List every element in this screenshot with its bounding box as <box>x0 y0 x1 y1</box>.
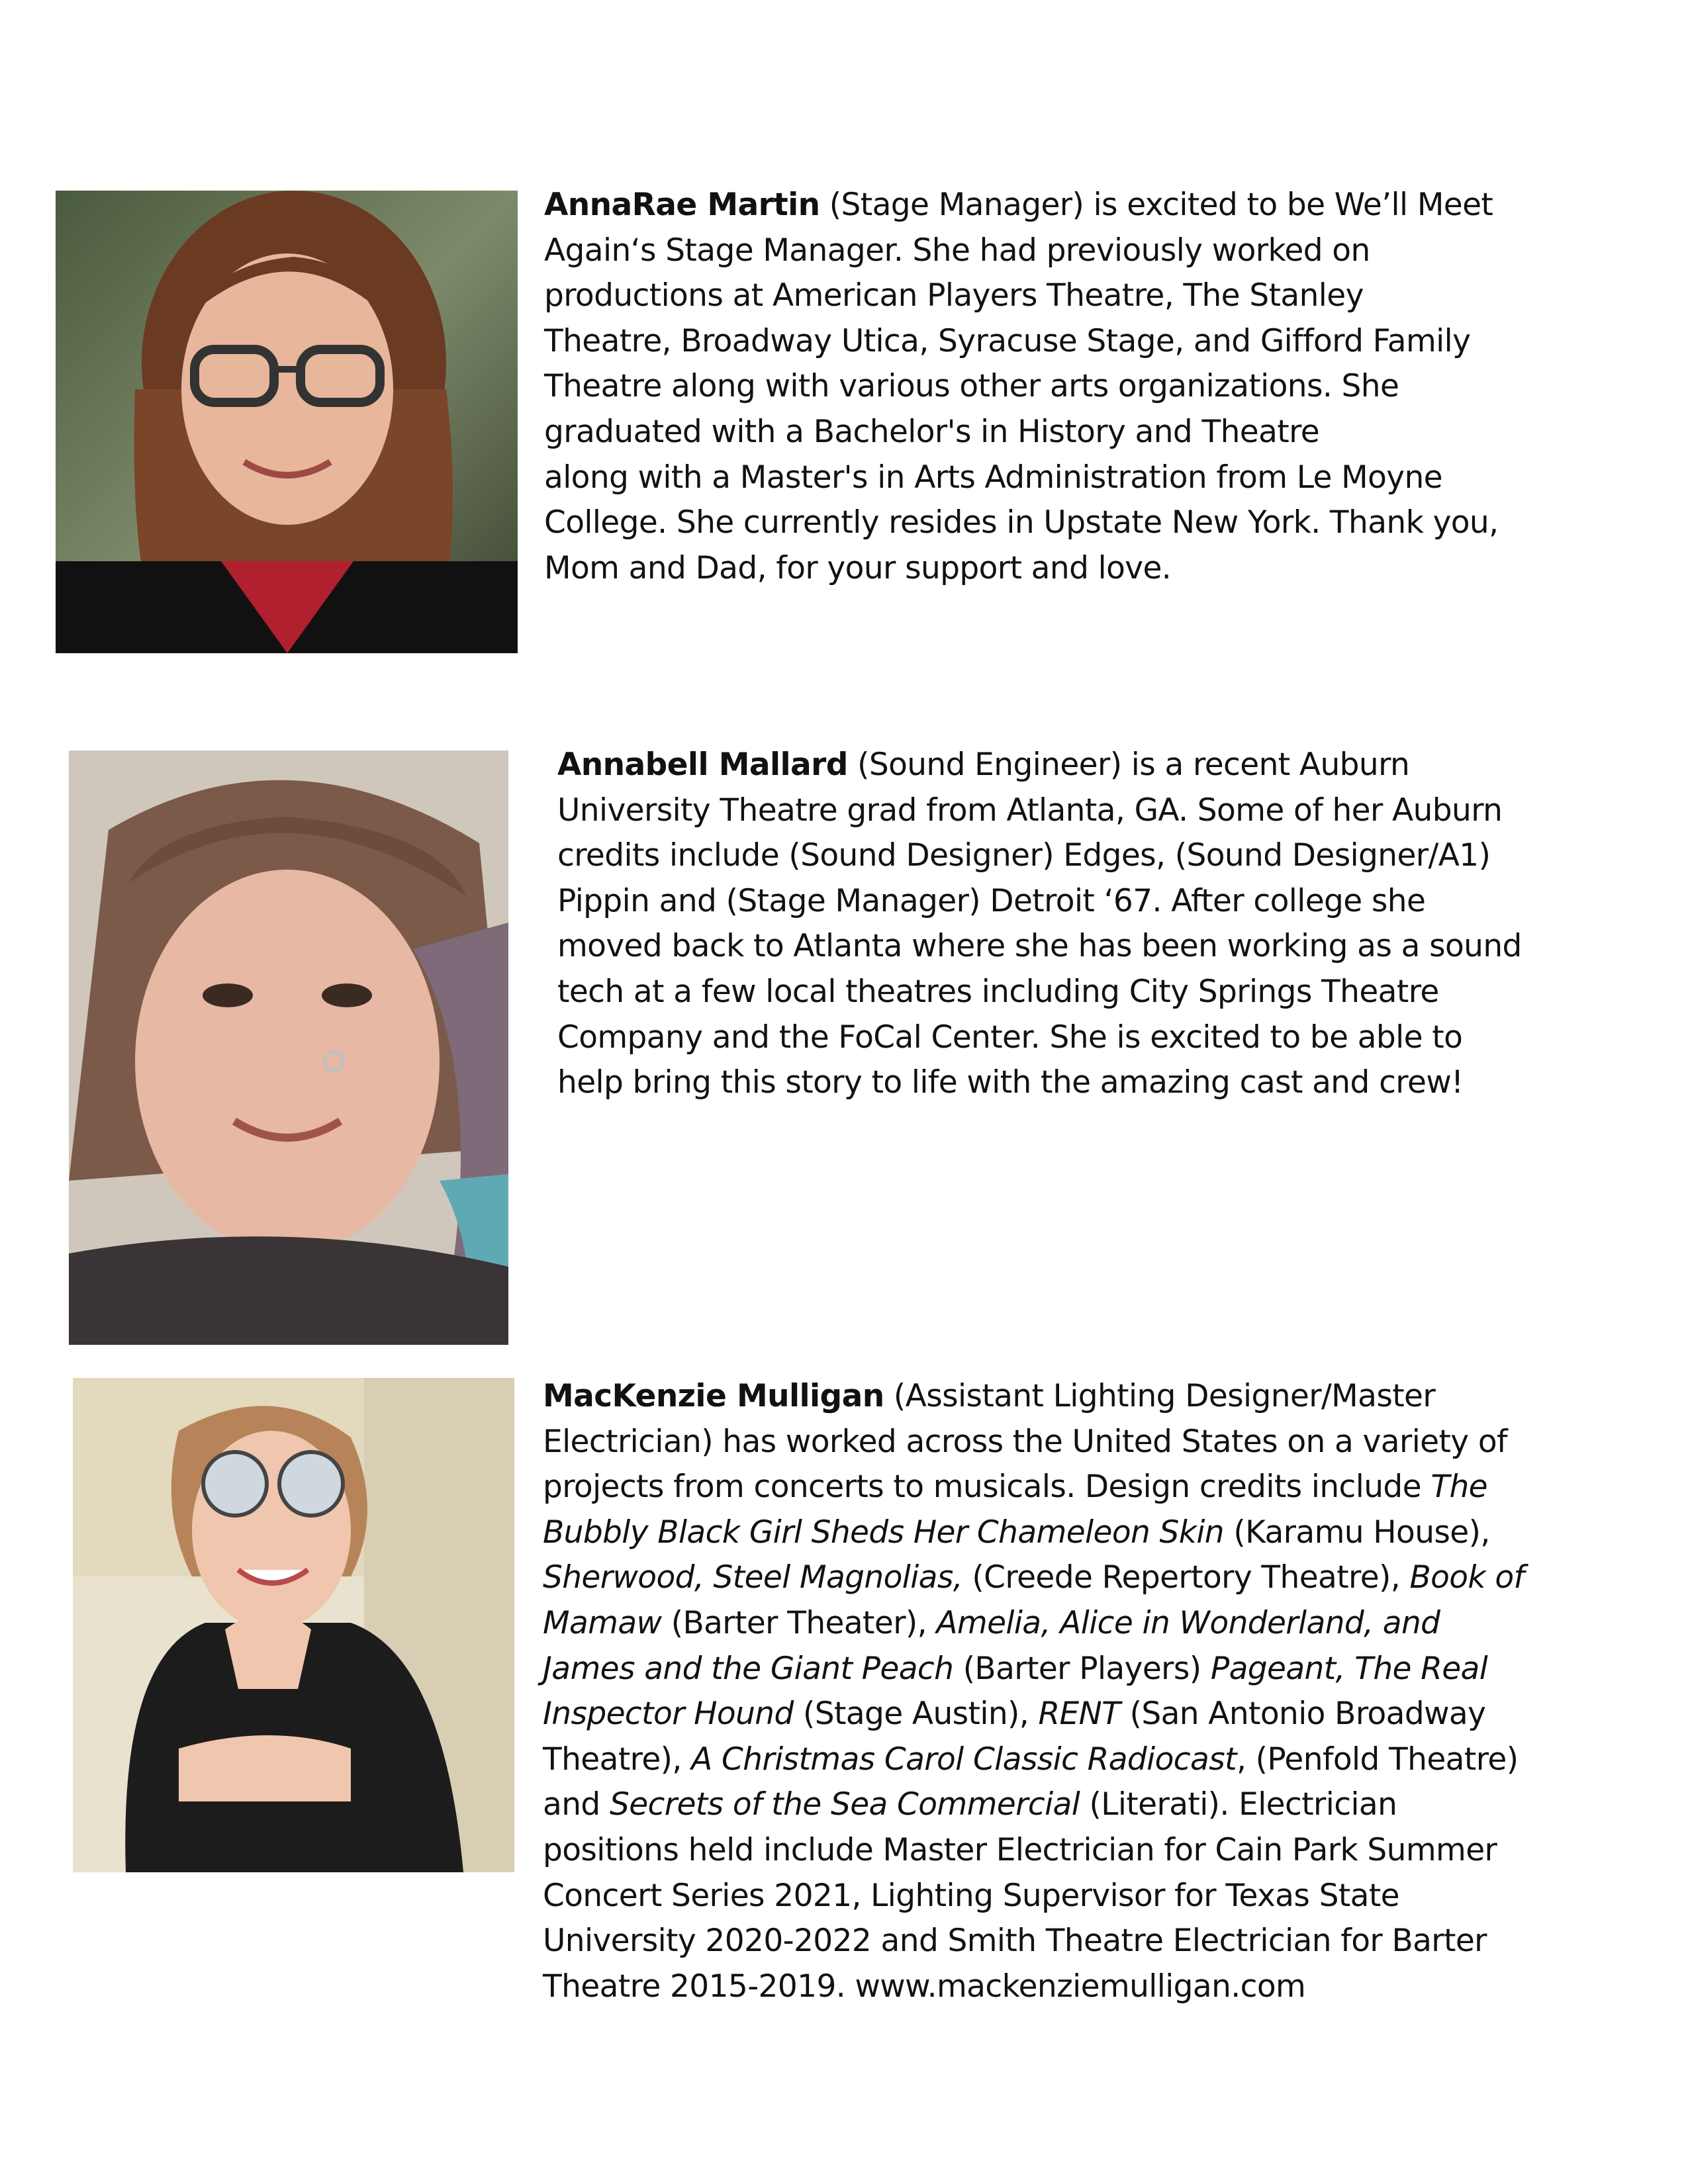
production-title: Inspector Hound <box>543 1696 794 1733</box>
bio-text: and <box>543 1786 610 1823</box>
bio-line <box>557 924 1522 970</box>
bio-name: Annabell Mallard <box>557 747 848 783</box>
production-title: The <box>1430 1469 1487 1506</box>
production-title: Pageant, The Real <box>1210 1650 1488 1687</box>
bio-line <box>543 1964 1524 2010</box>
bio-line <box>543 1601 1524 1647</box>
production-title: Mamaw <box>543 1604 662 1641</box>
bio-text: Theatre), <box>543 1741 692 1778</box>
production-title: James and the Giant Peach <box>543 1650 954 1687</box>
production-title: A Christmas Carol Classic Radiocast <box>691 1741 1237 1778</box>
bio-line <box>543 1919 1524 1964</box>
bio-text: (Barter Players) <box>953 1650 1211 1687</box>
bio-text: tech at a few local theatres including City Springs Theatre <box>557 973 1439 1010</box>
bio-text: help bring this story to life with the amazing cast and crew! <box>557 1064 1464 1101</box>
bio-line <box>544 455 1498 501</box>
bio-line <box>543 1510 1524 1556</box>
bio-text: College. She currently resides in Upstate New York. Thank you, <box>544 504 1499 541</box>
bio-text: (San Antonio Broadway <box>1120 1696 1486 1733</box>
bio-text: positions held include Master Electrician for Cain Park Summer <box>543 1831 1497 1868</box>
headshot-annarae-martin <box>56 191 518 653</box>
bio-text: (Stage Austin), <box>793 1696 1039 1733</box>
bio-text: Company and the FoCal Center. She is excited to be able to <box>557 1019 1463 1056</box>
bio-text: University Theatre grad from Atlanta, GA. Some of her Auburn <box>557 792 1503 829</box>
bio-line <box>543 1828 1524 1874</box>
bio-line <box>543 1874 1524 1919</box>
bio-line <box>557 879 1522 925</box>
bio-line <box>544 319 1498 365</box>
bio-text: (Assistant Lighting Designer/Master <box>884 1378 1436 1414</box>
bio-mackenzie-mulligan <box>543 1374 1524 2009</box>
bio-text: (Karamu House), <box>1224 1514 1490 1551</box>
bio-text: projects from concerts to musicals. Design credits include <box>543 1469 1431 1506</box>
bio-name: AnnaRae Martin <box>544 187 820 223</box>
headshot-annabell-mallard <box>69 751 508 1345</box>
production-title: Secrets of the Sea Commercial <box>609 1786 1080 1823</box>
bio-line <box>543 1737 1524 1783</box>
bio-text: Electrician) has worked across the United States on a variety of <box>543 1423 1507 1460</box>
bio-name: MacKenzie Mulligan <box>543 1378 884 1414</box>
bio-line <box>557 1060 1522 1106</box>
bio-text: graduated with a Bachelor's in History and Theatre <box>544 413 1320 450</box>
bio-text: Mom and Dad, for your support and love. <box>544 549 1172 586</box>
bio-text: Theatre, Broadway Utica, Syracuse Stage, and Gifford Family <box>544 322 1471 359</box>
bio-line <box>544 228 1498 274</box>
bio-line <box>543 1782 1524 1828</box>
bio-text: Pippin and (Stage Manager) Detroit ‘67. After college she <box>557 882 1426 919</box>
bio-text: productions at American Players Theatre, The Stanley <box>544 277 1364 314</box>
bio-text: credits include (Sound Designer) Edges, (Sound Designer/A1) <box>557 837 1491 874</box>
bio-text: (Literati). Electrician <box>1080 1786 1397 1823</box>
production-title: Amelia, Alice in Wonderland, and <box>936 1604 1440 1641</box>
bio-text: Theatre 2015-2019. www.mackenziemulligan.com <box>543 1968 1306 2005</box>
bio-text: (Stage Manager) is excited to be We’ll Meet <box>820 187 1493 223</box>
bio-text: (Creede Repertory Theatre), <box>962 1559 1410 1596</box>
bio-line <box>543 1555 1524 1601</box>
production-title: Book of <box>1409 1559 1524 1596</box>
bio-line <box>557 833 1522 879</box>
bio-text: (Barter Theater), <box>661 1604 937 1641</box>
bio-line <box>544 546 1498 592</box>
production-title: Sherwood, Steel Magnolias, <box>543 1559 963 1596</box>
bio-line <box>544 410 1498 455</box>
bio-text: University 2020-2022 and Smith Theatre Electrician for Barter <box>543 1923 1487 1960</box>
bio-line <box>543 1465 1524 1510</box>
bio-text: moved back to Atlanta where she has been working as a sound <box>557 928 1522 965</box>
bio-line <box>557 1015 1522 1061</box>
bio-line <box>543 1692 1524 1737</box>
headshot-mackenzie-mulligan <box>73 1378 514 1872</box>
bio-line <box>544 273 1498 319</box>
bio-line <box>544 364 1498 410</box>
bio-text: Concert Series 2021, Lighting Supervisor for Texas State <box>543 1877 1399 1914</box>
bio-line <box>544 183 1498 228</box>
bio-annabell-mallard <box>557 743 1522 1106</box>
production-title: RENT <box>1038 1696 1121 1733</box>
production-title: Bubbly Black Girl Sheds Her Chameleon Skin <box>543 1514 1224 1551</box>
bio-line <box>544 500 1498 546</box>
bio-text: Theatre along with various other arts organizations. She <box>544 368 1399 405</box>
bio-line <box>557 970 1522 1015</box>
bio-annarae-martin <box>544 183 1498 591</box>
bio-line <box>543 1420 1524 1465</box>
bio-text: Again‘s Stage Manager. She had previously worked on <box>544 232 1370 269</box>
bio-line <box>543 1374 1524 1420</box>
bio-line <box>543 1647 1524 1692</box>
bio-text: (Sound Engineer) is a recent Auburn <box>847 747 1410 783</box>
bio-line <box>557 743 1522 788</box>
bio-line <box>557 788 1522 834</box>
bio-text: , (Penfold Theatre) <box>1236 1741 1519 1778</box>
bio-text: along with a Master's in Arts Administration from Le Moyne <box>544 459 1442 496</box>
